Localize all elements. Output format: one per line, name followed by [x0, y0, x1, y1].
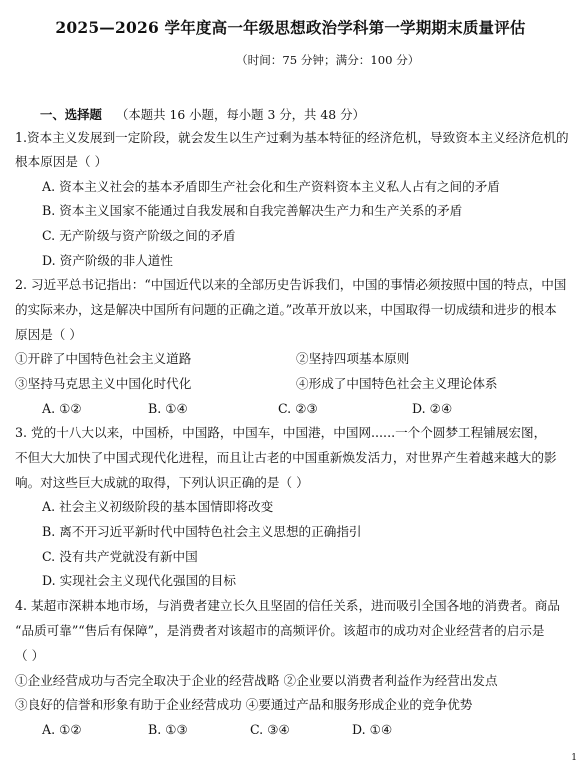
- option-d: D. 资产阶级的非人道性: [42, 253, 173, 268]
- choice-d: D. ②④: [412, 401, 453, 416]
- statement-4: ④形成了中国特色社会主义理论体系: [296, 376, 498, 391]
- choice-b: B. ①③: [148, 722, 188, 737]
- option-c: C. 没有共产党就没有新中国: [42, 549, 198, 564]
- question-text: （ ）: [15, 648, 45, 663]
- choice-b: B. ①④: [148, 401, 188, 416]
- option-d: D. 实现社会主义现代化强国的目标: [42, 573, 236, 588]
- question-text: 原因是（ ）: [15, 327, 82, 342]
- question-text: 的实际来办，这是解决中国所有问题的正确之道。”改革开放以来，中国取得一切成绩和进步的根本: [15, 302, 557, 317]
- question-text: 4. 某超市深耕本地市场，与消费者建立长久且坚固的信任关系，进而吸引全国各地的消费者。商品: [15, 598, 560, 613]
- section-note: （本题共 16 小题，每小题 3 分，共 48 分）: [115, 107, 365, 122]
- option-b: B. 资本主义国家不能通过自我发展和自我完善解决生产力和生产关系的矛盾: [42, 203, 463, 218]
- option-a: A. 资本主义社会的基本矛盾即生产社会化和生产资料资本主义私人占有之间的矛盾: [42, 179, 500, 194]
- question-text: 响。对这些巨大成就的取得，下列认识正确的是（ ）: [15, 475, 309, 490]
- question-text: 1.资本主义发展到一定阶段，就会发生以生产过剩为基本特征的经济危机，导致资本主义经济危机的: [15, 130, 569, 145]
- option-b: B. 离不开习近平新时代中国特色社会主义思想的正确指引: [42, 524, 362, 539]
- statement-row: ③良好的信誉和形象有助于企业经营成功 ④要通过产品和服务形成企业的竞争优势: [15, 697, 473, 712]
- statement-3: ③坚持马克思主义中国化时代化: [15, 376, 192, 391]
- option-a: A. 社会主义初级阶段的基本国情即将改变: [42, 499, 274, 514]
- choice-c: C. ③④: [250, 722, 290, 737]
- option-c: C. 无产阶级与资产阶级之间的矛盾: [42, 228, 236, 243]
- choice-c: C. ②③: [278, 401, 318, 416]
- choice-a: A. ①②: [42, 722, 82, 737]
- statement-1: ①开辟了中国特色社会主义道路: [15, 351, 192, 366]
- statement-2: ②坚持四项基本原则: [296, 351, 410, 366]
- question-text: “品质可靠”“售后有保障”，是消费者对该超市的高频评价。该超市的成功对企业经营者的启示是: [15, 623, 545, 638]
- question-text: 不但大大加快了中国式现代化进程，而且让古老的中国重新焕发活力，对世界产生着越来越大的影: [15, 450, 557, 465]
- choice-d: D. ①④: [352, 722, 393, 737]
- section-title: 一、选择题: [40, 107, 102, 122]
- page-title: 2025—2026 学年度高一年级思想政治学科第一学期期末质量评估: [55, 18, 526, 37]
- exam-info: （时间：75 分钟；满分：100 分）: [236, 53, 420, 67]
- choice-a: A. ①②: [42, 401, 82, 416]
- question-text: 根本原因是（ ）: [15, 154, 108, 169]
- statement-row: ①企业经营成功与否完全取决于企业的经营战略 ②企业要以消费者利益作为经营出发点: [15, 673, 498, 688]
- page-number: 1: [571, 753, 577, 763]
- question-text: 2. 习近平总书记指出：“中国近代以来的全部历史告诉我们，中国的事情必须按照中国的特点，中国: [15, 277, 567, 292]
- section-heading: [40, 107, 581, 123]
- question-text: 3. 党的十八大以来，中国桥，中国路，中国车，中国港，中国网......一个个圆梦工程铺展宏图，: [15, 425, 547, 440]
